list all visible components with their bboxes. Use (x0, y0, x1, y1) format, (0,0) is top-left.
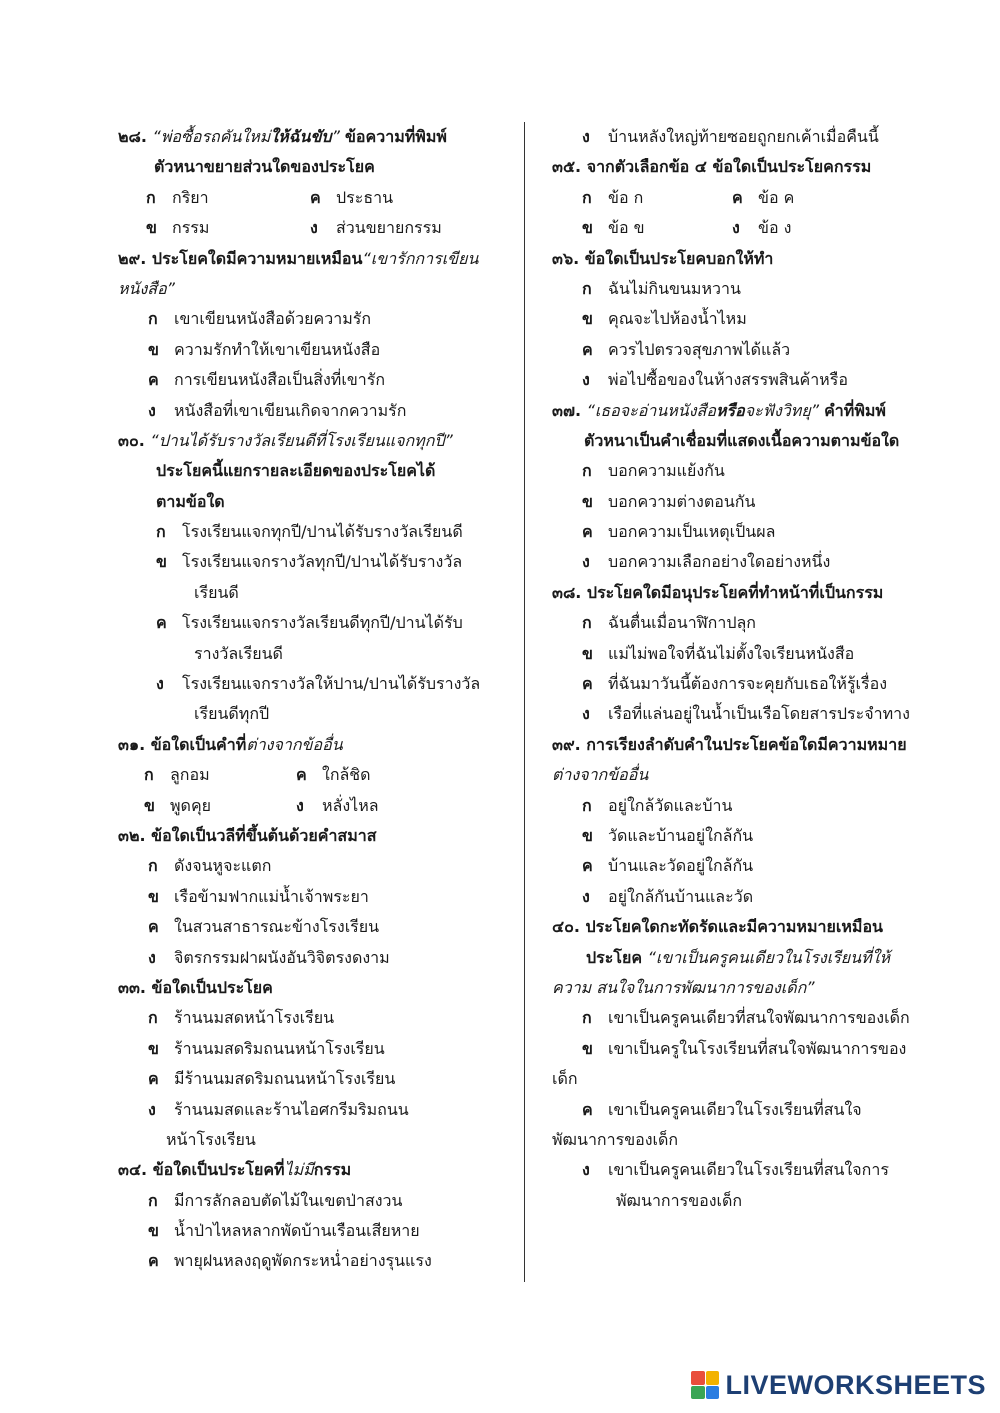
option-letter: ก (148, 1008, 158, 1028)
option-letter: ข (148, 339, 159, 359)
option-letter: ก (144, 765, 154, 785)
question-text (552, 730, 972, 760)
option-text: บอกความเลือกอย่างใดอย่างหนึ่ง (608, 552, 831, 572)
answer-option (552, 304, 972, 334)
answer-option (118, 335, 516, 365)
option-letter: ค (156, 613, 167, 633)
option-text: ข้อ ก (608, 187, 644, 207)
option-letter: ข (582, 825, 593, 845)
text-run: ๓๖. ข้อใดเป็นประโยคบอกให้ทำ (552, 248, 774, 268)
text-run: ๒๘. (118, 127, 153, 146)
option-letter: ง (148, 1099, 156, 1119)
text-run: ประโยค (586, 947, 648, 967)
option-letter: ข (148, 886, 159, 906)
question-text (552, 578, 972, 608)
option-text: ฉันตื่นเมื่อนาฬิกาปลุก (608, 613, 756, 633)
answer-option (118, 304, 516, 334)
answer-option-pair (118, 213, 516, 243)
logo-square-2 (706, 1371, 720, 1385)
option-letter: ง (582, 1160, 590, 1180)
answer-option-pair (552, 213, 972, 243)
text-run: ตามข้อใด (156, 491, 225, 511)
option-letter: ข (156, 552, 167, 572)
option-text: ร้านนมสดริมถนนหน้าโรงเรียน (174, 1038, 385, 1058)
text-run: ๒๙. ประโยคใดมีความหมายเหมือน (118, 248, 363, 268)
question-text-continued (552, 1064, 972, 1094)
option-text: ในสวนสาธารณะข้างโรงเรียน (174, 917, 380, 937)
answer-option (118, 608, 516, 638)
text-run: ๓๒. ข้อใดเป็นวลีที่ขึ้นต้นด้วยคำสมาส (118, 825, 377, 845)
question-text (118, 426, 516, 456)
question-text-continued (118, 1125, 516, 1155)
option-letter: ง (296, 795, 304, 815)
question-text (552, 912, 972, 942)
logo-text: LIVEWORKSHEETS (725, 1369, 986, 1400)
text-run: ๓๓. ข้อใดเป็นประโยค (118, 977, 273, 997)
text-run: ๓๔. ข้อใดเป็นประโยคที่ (118, 1160, 285, 1180)
answer-option (552, 1034, 972, 1064)
answer-option (552, 456, 972, 486)
option-letter: ก (148, 309, 158, 329)
text-run: หน้าโรงเรียน (166, 1129, 256, 1149)
answer-option-pair (118, 791, 516, 821)
option-text: อยู่ใกล้กันบ้านและวัด (608, 886, 754, 906)
option-letter: ค (582, 856, 593, 876)
answer-option (118, 1186, 516, 1216)
column-divider (524, 122, 525, 1282)
answer-option (118, 1034, 516, 1064)
answer-option (552, 851, 972, 881)
answer-option (552, 882, 972, 912)
answer-option-pair (118, 183, 516, 213)
option-letter: ก (148, 856, 158, 876)
option-text: ควรไปตรวจสุขภาพได้แล้ว (608, 339, 791, 359)
logo-square-3 (691, 1386, 705, 1400)
answer-option (118, 1216, 516, 1246)
left-column (118, 122, 516, 1277)
text-run: ต่างจากข้ออื่น (246, 734, 343, 754)
option-letter: ง (582, 127, 590, 146)
option-letter: ข (582, 491, 593, 511)
option-text: บอกความแย้งกัน (608, 461, 725, 481)
question-text-continued (552, 426, 972, 456)
option-text: ฉันไม่กินขนมหวาน (608, 278, 741, 298)
question-text (552, 152, 972, 182)
option-letter: ง (582, 552, 590, 572)
text-run: จะฟังวิทยุ” (744, 400, 825, 420)
option-text: โรงเรียนแจกรางวัลให้ปาน/ปานได้รับรางวัล (182, 674, 481, 694)
option-letter: ค (148, 1069, 159, 1089)
answer-option (552, 699, 972, 729)
option-text: พูดคุย (170, 795, 212, 815)
liveworksheets-icon (691, 1371, 719, 1399)
answer-option (552, 274, 972, 304)
answer-option (118, 396, 516, 426)
answer-option (118, 851, 516, 881)
option-text: ร้านนมสดและร้านไอศกรีมริมถนน (174, 1099, 409, 1119)
question-text-continued (118, 578, 516, 608)
option-letter: ค (148, 1251, 159, 1271)
answer-option (552, 487, 972, 517)
option-text: บ้านและวัดอยู่ใกล้กัน (608, 856, 754, 876)
option-text: เขาเป็นครูคนเดียวในโรงเรียนที่สนใจ (608, 1099, 862, 1119)
text-run: “เขาเป็นครูคนเดียวในโรงเรียนที่ให้ (647, 947, 891, 967)
option-text: ลูกอม (170, 765, 210, 785)
option-letter: ค (148, 370, 159, 390)
question-text-continued (118, 152, 516, 182)
answer-option-pair (118, 760, 516, 790)
question-text-continued (552, 943, 972, 973)
answer-option (118, 882, 516, 912)
answer-option (118, 1064, 516, 1094)
text-run: ๓๘. ประโยคใดมีอนุประโยคที่ทำหน้าที่เป็นกรรม (552, 582, 884, 602)
option-text: กรรม (172, 218, 210, 238)
question-text-continued (552, 1125, 972, 1155)
option-text: พ่อไปซื้อของในห้างสรรพสินค้าหรือ (608, 370, 848, 390)
option-text: ส่วนขยายกรรม (336, 218, 442, 238)
text-run: ไม่มี (284, 1160, 314, 1180)
option-text: บอกความต่างตอนกัน (608, 491, 756, 511)
option-letter: ง (732, 218, 740, 238)
answer-option (118, 943, 516, 973)
answer-option (552, 547, 972, 577)
question-text (118, 973, 516, 1003)
option-text: เรือข้ามฟากแม่น้ำเจ้าพระยา (174, 886, 369, 906)
option-text: จิตรกรรมฝาผนังอันวิจิตรงดงาม (174, 947, 390, 967)
text-run: พัฒนาการของเด็ก (616, 1190, 743, 1210)
option-text: หลั่งไหล (322, 795, 379, 815)
option-letter: ค (582, 674, 593, 694)
text-run: หรือ (715, 400, 745, 420)
option-text: เขาเป็นครูคนเดียวในโรงเรียนที่สนใจการ (608, 1160, 889, 1180)
question-text-continued (552, 1186, 972, 1216)
text-run: หนังสือ” (118, 278, 175, 298)
answer-option (552, 517, 972, 547)
option-letter: ก (148, 1190, 158, 1210)
option-letter: ก (146, 187, 156, 207)
answer-option (552, 1095, 972, 1125)
option-text: ประธาน (336, 187, 394, 207)
text-run: ให้ฉันขับ (270, 127, 332, 146)
text-run: คำที่พิมพ์ (824, 400, 886, 420)
option-letter: ค (296, 765, 307, 785)
option-text: น้ำป่าไหลหลากพัดบ้านเรือนเสียหาย (174, 1221, 420, 1241)
option-letter: ค (732, 187, 743, 207)
text-run: ” (331, 127, 345, 146)
option-text: คุณจะไปห้องน้ำไหม (608, 309, 747, 329)
option-text: วัดและบ้านอยู่ใกล้กัน (608, 825, 754, 845)
option-text: โรงเรียนแจกรางวัลทุกปี/ปานได้รับรางวัล (182, 552, 463, 572)
option-text: โรงเรียนแจกรางวัลเรียนดีทุกปี/ปานได้รับ (182, 613, 463, 633)
text-run: “เธอจะอ่านหนังสือ (586, 400, 716, 420)
answer-option (552, 608, 972, 638)
text-run: ๓๗. (552, 400, 587, 420)
text-run: พัฒนาการของเด็ก (552, 1129, 679, 1149)
text-run: เรียนดี (194, 582, 239, 602)
option-text: เขาเป็นครูคนเดียวที่สนใจพัฒนาการของเด็ก (608, 1008, 910, 1028)
text-run: ๓๐. (118, 430, 151, 450)
option-letter: ข (582, 218, 593, 238)
option-text: หนังสือที่เขาเขียนเกิดจากความรัก (174, 400, 407, 420)
option-text: ดังจนหูจะแตก (174, 856, 272, 876)
question-text (118, 821, 516, 851)
option-text: เรือที่แล่นอยู่ในน้ำเป็นเรือโดยสารประจำทาง (608, 704, 910, 724)
text-run: เรียนดีทุกปี (194, 704, 270, 724)
option-letter: ง (156, 674, 164, 694)
answer-option (118, 1095, 516, 1125)
text-run: รางวัลเรียนดี (194, 643, 283, 663)
answer-option (118, 517, 516, 547)
option-letter: ก (582, 278, 592, 298)
option-letter: ง (582, 704, 590, 724)
answer-option (118, 1003, 516, 1033)
option-letter: ค (582, 522, 593, 542)
option-text: บ้านหลังใหญ่ท้ายซอยถูกยกเค้าเมื่อคืนนี้ (608, 127, 879, 146)
option-text: ที่ฉันมาวันนี้ต้องการจะคุยกับเธอให้รู้เรื่อง (608, 674, 888, 694)
option-letter: ก (582, 613, 592, 633)
option-text: ความรักทำให้เขาเขียนหนังสือ (174, 339, 381, 359)
answer-option (118, 669, 516, 699)
option-letter: ก (582, 1008, 592, 1028)
text-run: ความ สนใจในการพัฒนาการของเด็ก” (552, 977, 815, 997)
text-run: ต่างจากข้ออื่น (552, 765, 649, 785)
answer-option (552, 1155, 972, 1185)
question-text-continued (118, 456, 516, 486)
answer-option (552, 639, 972, 669)
question-text (118, 122, 516, 152)
option-text: พายุฝนหลงฤดูพัดกระหน่ำอย่างรุนแรง (174, 1251, 432, 1271)
answer-option (552, 122, 972, 152)
text-run: “เขารักการเขียน (362, 248, 479, 268)
answer-option (118, 912, 516, 942)
text-run: ๓๕. จากตัวเลือกข้อ ๔ ข้อใดเป็นประโยคกรรม (552, 157, 872, 177)
option-text: ข้อ ข (608, 218, 645, 238)
option-text: ข้อ ค (758, 187, 795, 207)
option-letter: ง (582, 886, 590, 906)
option-letter: ค (582, 339, 593, 359)
question-text-continued (118, 699, 516, 729)
answer-option (118, 547, 516, 577)
option-text: อยู่ใกล้วัดและบ้าน (608, 795, 733, 815)
option-letter: ก (582, 461, 592, 481)
option-text: ร้านนมสดหน้าโรงเรียน (174, 1008, 334, 1028)
option-letter: ง (310, 218, 318, 238)
option-letter: ก (156, 522, 166, 542)
question-text-continued (552, 973, 972, 1003)
question-text-continued (118, 639, 516, 669)
answer-option (118, 1246, 516, 1276)
text-run: ตัวหนาเป็นคำเชื่อมที่แสดงเนื้อความตามข้อใด (584, 430, 900, 450)
answer-option (552, 335, 972, 365)
text-run: “ปานได้รับรางวัลเรียนดีที่โรงเรียนแจกทุกปี” (150, 430, 453, 450)
option-text: โรงเรียนแจกทุกปี/ปานได้รับรางวัลเรียนดี (182, 522, 463, 542)
question-text-continued (552, 760, 972, 790)
text-run: ตัวหนาขยายส่วนใดของประโยค (154, 157, 375, 177)
option-letter: ค (582, 1099, 593, 1119)
option-letter: ค (310, 187, 321, 207)
logo-square-1 (691, 1371, 705, 1385)
option-letter: ง (582, 370, 590, 390)
liveworksheets-logo[interactable] (691, 1367, 986, 1403)
text-run: ๓๙. การเรียงลำดับคำในประโยคข้อใดมีความหมาย (552, 734, 907, 754)
option-text: แม่ไม่พอใจที่ฉันไม่ตั้งใจเรียนหนังสือ (608, 643, 855, 663)
option-letter: ข (582, 309, 593, 329)
option-text: กริยา (172, 187, 209, 207)
question-text-continued (118, 487, 516, 517)
option-text: บอกความเป็นเหตุเป็นผล (608, 522, 776, 542)
option-letter: ข (582, 643, 593, 663)
option-text: มีการลักลอบตัดไม้ในเขตป่าสงวน (174, 1190, 403, 1210)
answer-option-pair (552, 183, 972, 213)
option-letter: ข (148, 1038, 159, 1058)
option-text: มีร้านนมสดริมถนนหน้าโรงเรียน (174, 1069, 396, 1089)
text-run: ๓๑. ข้อใดเป็นคำที่ (118, 734, 247, 754)
question-text (118, 244, 516, 274)
option-text: การเขียนหนังสือเป็นสิ่งที่เขารัก (174, 370, 386, 390)
option-letter: ค (148, 917, 159, 937)
option-letter: ง (148, 400, 156, 420)
answer-option (552, 365, 972, 395)
answer-option (552, 1003, 972, 1033)
right-column (552, 122, 972, 1216)
text-run: ข้อความที่พิมพ์ (344, 127, 447, 146)
question-text (552, 244, 972, 274)
option-letter: ข (144, 795, 155, 815)
option-letter: ก (582, 187, 592, 207)
option-letter: ข (146, 218, 157, 238)
answer-option (552, 669, 972, 699)
answer-option (118, 365, 516, 395)
option-letter: ข (582, 1038, 593, 1058)
option-letter: ง (148, 947, 156, 967)
option-letter: ก (582, 795, 592, 815)
answer-option (552, 791, 972, 821)
question-text (552, 396, 972, 426)
question-text (118, 730, 516, 760)
option-text: เขาเขียนหนังสือด้วยความรัก (174, 309, 372, 329)
question-text (118, 1155, 516, 1185)
text-run: ประโยคนี้แยกรายละเอียดของประโยคได้ (156, 461, 436, 481)
text-run: เด็ก (552, 1069, 578, 1089)
text-run: ๔๐. ประโยคใดกะทัดรัดและมีความหมายเหมือน (552, 917, 883, 937)
logo-square-4 (706, 1386, 720, 1400)
option-letter: ข (148, 1221, 159, 1241)
text-run: กรรม (313, 1160, 352, 1180)
question-text-continued (118, 274, 516, 304)
answer-option (552, 821, 972, 851)
option-text: ใกล้ชิด (322, 765, 371, 785)
text-run: “พ่อซื้อรถคันใหม่ (152, 127, 271, 146)
option-text: เขาเป็นครูในโรงเรียนที่สนใจพัฒนาการของ (608, 1038, 907, 1058)
option-text: ข้อ ง (758, 218, 792, 238)
